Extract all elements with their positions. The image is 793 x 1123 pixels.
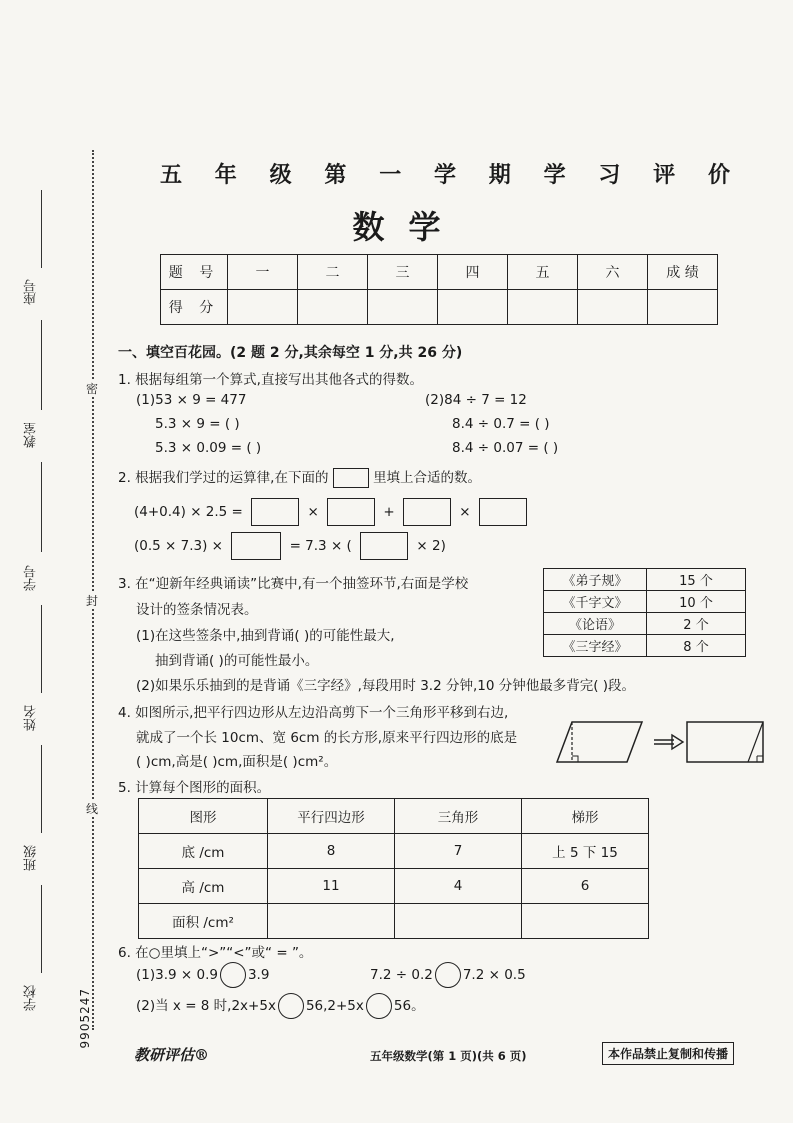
score-table bbox=[160, 254, 718, 325]
table-cell: 《论语》 bbox=[544, 613, 647, 635]
score-cell: 六 bbox=[578, 255, 648, 290]
score-cell: 三 bbox=[368, 255, 438, 290]
q6-row-1b bbox=[370, 962, 526, 988]
q2-op: + bbox=[383, 504, 395, 520]
q2-answer-box[interactable] bbox=[231, 532, 281, 560]
area-table bbox=[138, 798, 649, 939]
score-blank[interactable] bbox=[228, 290, 298, 325]
table-row bbox=[139, 869, 649, 904]
table-cell: 底 /cm bbox=[139, 834, 268, 869]
table-cell: 6 bbox=[522, 869, 649, 904]
title-char: 习 bbox=[598, 162, 621, 188]
q2-box-sample bbox=[333, 468, 369, 488]
table-cell: 高 /cm bbox=[139, 869, 268, 904]
table-cell: 三角形 bbox=[395, 799, 522, 834]
q3-sub2[interactable]: (2)如果乐乐抽到的是背诵《三字经》,每段用时 3.2 分钟,10 分钟他最多背完( )段。 bbox=[136, 678, 636, 694]
q2-expr2-start: (0.5 × 7.3) × bbox=[134, 538, 223, 554]
seal-char-feng: 封 bbox=[82, 592, 102, 609]
title-char: 学 bbox=[543, 162, 566, 188]
title-char: 学 bbox=[433, 162, 456, 188]
q2-answer-box[interactable] bbox=[479, 498, 527, 526]
score-cell: 成 绩 bbox=[648, 255, 718, 290]
title-char: 年 bbox=[214, 162, 237, 188]
table-row bbox=[544, 635, 746, 657]
q1-right-1[interactable]: 8.4 ÷ 0.7 = ( ) bbox=[452, 416, 550, 432]
score-blank[interactable] bbox=[298, 290, 368, 325]
q2-text-b: 里填上合适的数。 bbox=[373, 470, 482, 486]
compare-circle[interactable] bbox=[278, 993, 304, 1019]
score-cell: 题 号 bbox=[161, 255, 228, 290]
table-cell: 上 5 下 15 bbox=[522, 834, 649, 869]
parallelogram-icon bbox=[557, 722, 642, 762]
table-cell: 《千字文》 bbox=[544, 591, 647, 613]
q2-answer-box[interactable] bbox=[360, 532, 408, 560]
table-cell: 图形 bbox=[139, 799, 268, 834]
q2-expr1-start: (4+0.4) × 2.5 = bbox=[134, 504, 243, 520]
seal-dotted-line bbox=[92, 150, 94, 1030]
q4-text-3[interactable]: ( )cm,高是( )cm,面积是( )cm²。 bbox=[136, 754, 338, 770]
q6-expr: (2)当 x = 8 时,2x+5x bbox=[136, 998, 276, 1014]
table-cell: 11 bbox=[268, 869, 395, 904]
table-cell: 10 个 bbox=[647, 591, 746, 613]
score-value-row bbox=[161, 290, 718, 325]
title-char: 价 bbox=[707, 162, 730, 188]
table-cell: 4 bbox=[395, 869, 522, 904]
q6-expr: 56,2+5x bbox=[305, 998, 364, 1014]
score-cell: 五 bbox=[508, 255, 578, 290]
q2-text-a: 2. 根据我们学过的运算律,在下面的 bbox=[118, 470, 329, 486]
area-answer-cell[interactable] bbox=[395, 904, 522, 939]
table-row bbox=[544, 569, 746, 591]
score-cell: 四 bbox=[438, 255, 508, 290]
classroom-label: 教室 bbox=[24, 422, 39, 448]
q5-text: 5. 计算每个图形的面积。 bbox=[118, 780, 271, 796]
exam-title bbox=[160, 158, 730, 189]
q4-text-2: 就成了一个长 10cm、宽 6cm 的长方形,原来平行四边形的底是 bbox=[136, 730, 518, 746]
score-cell: 得 分 bbox=[161, 290, 228, 325]
table-cell: 梯形 bbox=[522, 799, 649, 834]
score-cell: 一 bbox=[228, 255, 298, 290]
table-cell: 7 bbox=[395, 834, 522, 869]
score-blank[interactable] bbox=[578, 290, 648, 325]
serial-number: 9905247 bbox=[78, 988, 92, 1049]
score-header-row bbox=[161, 255, 718, 290]
table-cell: 平行四边形 bbox=[268, 799, 395, 834]
q6-text: 6. 在○里填上“>”“<”或“ = ”。 bbox=[118, 945, 313, 961]
brand-logo: 教研评估® bbox=[134, 1046, 210, 1064]
q1-left-2[interactable]: 5.3 × 0.09 = ( ) bbox=[155, 440, 262, 456]
copyright-notice: 本作品禁止复制和传播 bbox=[602, 1042, 734, 1065]
table-row bbox=[544, 613, 746, 635]
table-row bbox=[544, 591, 746, 613]
class-line bbox=[41, 745, 42, 833]
score-blank[interactable] bbox=[508, 290, 578, 325]
q1-text: 1. 根据每组第一个算式,直接写出其他各式的得数。 bbox=[118, 372, 423, 388]
school-line bbox=[41, 885, 42, 973]
compare-circle[interactable] bbox=[366, 993, 392, 1019]
score-blank[interactable] bbox=[438, 290, 508, 325]
title-char: 评 bbox=[653, 162, 676, 188]
title-char: 第 bbox=[324, 162, 347, 188]
table-cell: 2 个 bbox=[647, 613, 746, 635]
student-number-label: 学号 bbox=[24, 565, 39, 591]
school-label: 学校 bbox=[24, 985, 39, 1011]
q2-answer-box[interactable] bbox=[403, 498, 451, 526]
q6-row-1a bbox=[136, 962, 269, 988]
q6-expr: 56。 bbox=[393, 998, 425, 1014]
table-row bbox=[139, 799, 649, 834]
q2-expression-2 bbox=[134, 532, 446, 560]
q6-expr: 7.2 × 0.5 bbox=[462, 967, 526, 983]
table-cell: 面积 /cm² bbox=[139, 904, 268, 939]
score-cell: 二 bbox=[298, 255, 368, 290]
q2-op: × bbox=[459, 504, 471, 520]
title-char: 一 bbox=[379, 162, 402, 188]
q3-sub1a[interactable]: (1)在这些签条中,抽到背诵( )的可能性最大, bbox=[136, 628, 395, 644]
class-label: 班级 bbox=[24, 845, 39, 871]
recitation-table bbox=[543, 568, 746, 657]
table-cell: 15 个 bbox=[647, 569, 746, 591]
q2-answer-box[interactable] bbox=[251, 498, 299, 526]
rectangle-icon bbox=[687, 722, 763, 762]
q6-expr: 7.2 ÷ 0.2 bbox=[370, 967, 433, 983]
q2-text bbox=[118, 466, 481, 488]
page-indicator: 五年级数学(第 1 页)(共 6 页) bbox=[370, 1049, 527, 1063]
table-cell: 8 个 bbox=[647, 635, 746, 657]
q2-expr2-mid: = 7.3 × ( bbox=[289, 538, 352, 554]
area-answer-cell[interactable] bbox=[522, 904, 649, 939]
q3-text-1: 3. 在“迎新年经典诵读”比赛中,有一个抽签环节,右面是学校 bbox=[118, 576, 469, 592]
q6-expr: 3.9 bbox=[247, 967, 270, 983]
q4-text-1: 4. 如图所示,把平行四边形从左边沿高剪下一个三角形平移到右边, bbox=[118, 705, 509, 721]
table-cell: 8 bbox=[268, 834, 395, 869]
section-heading: 一、填空百花园。(2 题 2 分,其余每空 1 分,共 26 分) bbox=[118, 345, 463, 361]
q2-expr2-end: × 2) bbox=[416, 538, 446, 554]
score-blank[interactable] bbox=[648, 290, 718, 325]
q3-sub1b[interactable]: 抽到背诵( )的可能性最小。 bbox=[155, 653, 319, 669]
table-cell: 《三字经》 bbox=[544, 635, 647, 657]
title-char: 期 bbox=[488, 162, 511, 188]
table-row bbox=[139, 904, 649, 939]
subject-title: 数学 bbox=[352, 208, 465, 246]
title-char: 级 bbox=[269, 162, 292, 188]
q3-text-2: 设计的签条情况表。 bbox=[136, 602, 258, 618]
q6-expr: (1)3.9 × 0.9 bbox=[136, 967, 218, 983]
classroom-line bbox=[41, 320, 42, 410]
arrow-right-icon bbox=[654, 735, 683, 749]
q2-answer-box[interactable] bbox=[327, 498, 375, 526]
name-label: 姓名 bbox=[24, 705, 39, 731]
compare-circle[interactable] bbox=[220, 962, 246, 988]
seal-char-xian: 线 bbox=[82, 800, 102, 817]
name-line bbox=[41, 605, 42, 693]
score-blank[interactable] bbox=[368, 290, 438, 325]
parallelogram-diagram bbox=[552, 718, 767, 766]
table-row bbox=[139, 834, 649, 869]
q2-expression-1 bbox=[134, 498, 531, 526]
area-answer-cell[interactable] bbox=[268, 904, 395, 939]
q1-right-2[interactable]: 8.4 ÷ 0.07 = ( ) bbox=[452, 440, 559, 456]
q6-row-2 bbox=[136, 993, 425, 1019]
seat-number-label: 座号 bbox=[24, 279, 39, 305]
student-number-line bbox=[41, 462, 42, 552]
q1-left-0: (1)53 × 9 = 477 bbox=[136, 392, 247, 408]
q1-right-0: (2)84 ÷ 7 = 12 bbox=[425, 392, 527, 408]
q1-left-1[interactable]: 5.3 × 9 = ( ) bbox=[155, 416, 240, 432]
table-cell: 《弟子规》 bbox=[544, 569, 647, 591]
title-char: 五 bbox=[160, 162, 183, 188]
seal-char-mi: 密 bbox=[82, 380, 102, 397]
compare-circle[interactable] bbox=[435, 962, 461, 988]
q2-op: × bbox=[307, 504, 319, 520]
